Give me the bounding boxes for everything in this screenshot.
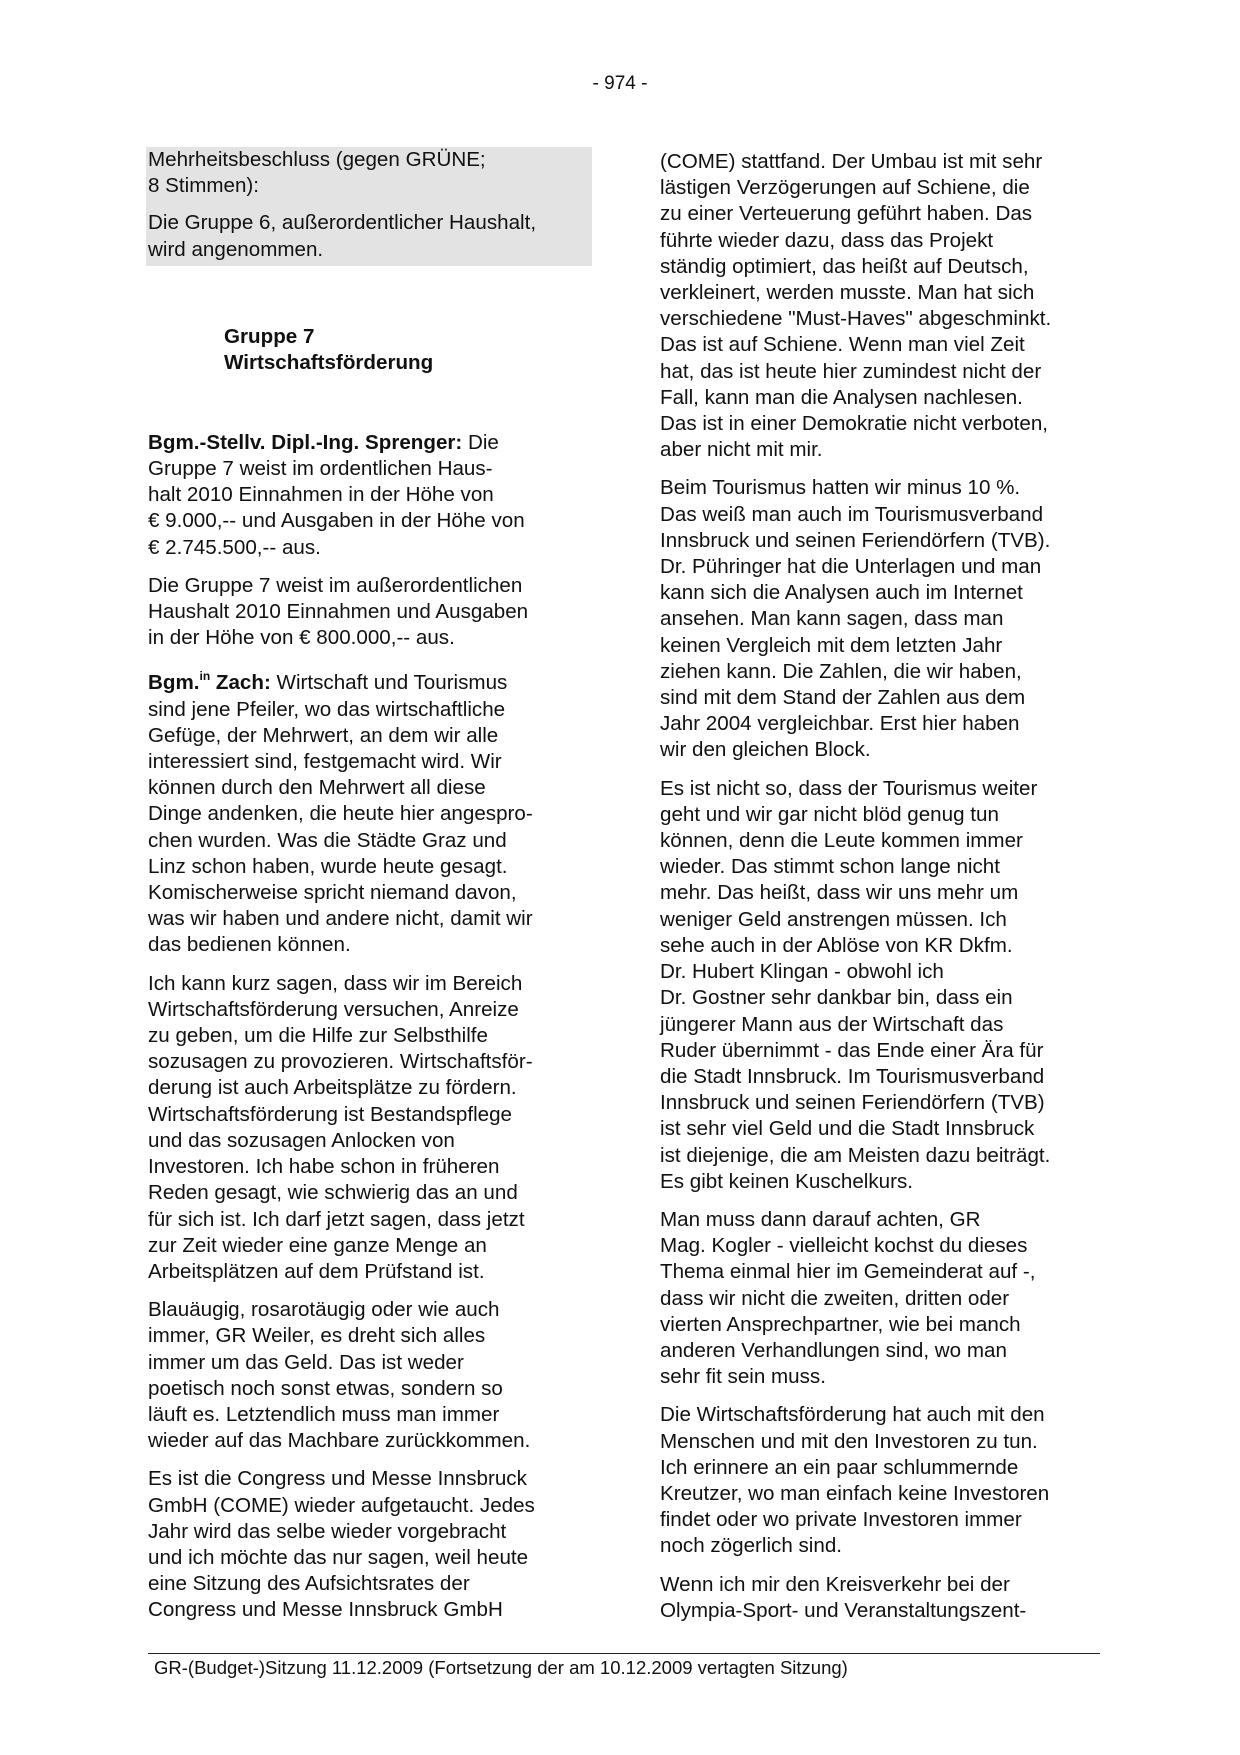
text-fragment: Wirtschaft und Tourismus: [270, 671, 508, 695]
paragraph: [148, 1466, 588, 1623]
text-line: aber nicht mit mir.: [660, 438, 823, 462]
text-line: € 9.000,-- und Ausgaben in der Höhe von: [148, 509, 525, 533]
text-line: das bedienen können.: [148, 933, 351, 957]
page-footer: GR-(Budget-)Sitzung 11.12.2009 (Fortsetzung der am 10.12.2009 vertagten Sitzung): [154, 1657, 848, 1678]
text-line: wird angenommen.: [148, 237, 324, 261]
text-line: dass wir nicht die zweiten, dritten oder: [660, 1286, 1010, 1310]
text-line: Thema einmal hier im Gemeinderat auf -,: [660, 1260, 1036, 1284]
text-line: immer um das Geld. Das ist weder: [148, 1350, 464, 1374]
text-line: Arbeitsplätzen auf dem Prüfstand ist.: [148, 1259, 485, 1283]
text-line: Innsbruck und seinen Feriendörfern (TVB).: [660, 528, 1051, 552]
text-line: Dr. Gostner sehr dankbar bin, dass ein: [660, 986, 1013, 1010]
text-line: 8 Stimmen):: [148, 174, 260, 198]
text-line: Congress und Messe Innsbruck GmbH: [148, 1598, 503, 1622]
text-line: Jahr 2004 vergleichbar. Erst hier haben: [660, 712, 1020, 736]
text-line: können durch den Mehrwert all diese: [148, 776, 486, 800]
text-line: poetisch noch sonst etwas, sondern so: [148, 1376, 503, 1400]
text-line: Es ist nicht so, dass der Tourismus weiter: [660, 776, 1038, 800]
text-line: Es gibt keinen Kuschelkurs.: [660, 1169, 913, 1193]
text-line: für sich ist. Ich darf jetzt sagen, dass jetzt: [148, 1207, 525, 1231]
text-line: Jahr wird das selbe wieder vorgebracht: [148, 1519, 507, 1543]
text-line: wieder. Das stimmt schon lange nicht: [660, 855, 1000, 879]
paragraph: [660, 776, 1100, 1195]
text-line: kann sich die Analysen auch im Internet: [660, 581, 1023, 605]
resolution-paragraph-1: [148, 147, 590, 199]
text-line: zu einer Verteuerung geführt haben. Das: [660, 202, 1033, 226]
text-line: Kreutzer, wo man einfach keine Investoren: [660, 1481, 1050, 1505]
paragraph: [148, 1297, 588, 1454]
text-line: Dr. Hubert Klingan - obwohl ich: [660, 960, 944, 984]
text-line: sind mit dem Stand der Zahlen aus dem: [660, 686, 1026, 710]
text-line: (COME) stattfand. Der Umbau ist mit sehr: [660, 150, 1043, 173]
text-line: derung ist auch Arbeitsplätze zu fördern.: [148, 1076, 517, 1100]
paragraph: [660, 1572, 1100, 1624]
text-line: anderen Verhandlungen sind, wo man: [660, 1338, 1007, 1362]
text-line: Olympia-Sport- und Veranstaltungszent-: [660, 1598, 1027, 1622]
page-number: - 974 -: [592, 73, 648, 94]
text-line: hat, das ist heute hier zumindest nicht der: [660, 359, 1042, 383]
paragraph: [660, 149, 1100, 463]
text-line: Wirtschaftsförderung ist Bestandspflege: [148, 1102, 513, 1126]
text-line: Das ist in einer Demokratie nicht verboten,: [660, 412, 1049, 436]
footer-divider: [148, 1653, 1100, 1654]
text-line: Die Wirtschaftsförderung hat auch mit den: [660, 1403, 1045, 1427]
text-line: findet oder wo private Investoren immer: [660, 1508, 1022, 1532]
text-line: sehe auch in der Ablöse von KR Dkfm.: [660, 933, 1013, 957]
text-line: können, denn die Leute kommen immer: [660, 829, 1023, 853]
text-line: Mehrheitsbeschluss (gegen GRÜNE;: [148, 148, 486, 171]
text-line: Ich kann kurz sagen, dass wir im Bereich: [148, 971, 523, 995]
text-line: Ruder übernimmt - das Ende einer Ära für: [660, 1038, 1044, 1062]
text-line: Linz schon haben, wurde heute gesagt.: [148, 854, 508, 878]
paragraph: [148, 971, 588, 1285]
text-line: immer, GR Weiler, es dreht sich alles: [148, 1324, 486, 1348]
text-line: verschiedene "Must-Haves" abgeschminkt.: [660, 307, 1052, 331]
text-line: € 2.745.500,-- aus.: [148, 535, 321, 559]
text-line: GmbH (COME) wieder aufgetaucht. Jedes: [148, 1493, 535, 1517]
paragraph: [660, 475, 1100, 763]
text-line: Investoren. Ich habe schon in früheren: [148, 1155, 500, 1179]
text-line: Die Gruppe 7 weist im außerordentlichen: [148, 573, 523, 597]
left-column: [148, 147, 588, 1636]
resolution-paragraph-2: [148, 210, 590, 262]
text-line: in der Höhe von € 800.000,-- aus.: [148, 626, 455, 650]
text-line: Mag. Kogler - vielleicht kochst du dieses: [660, 1234, 1028, 1258]
text-line: Reden gesagt, wie schwierig das an und: [148, 1181, 518, 1205]
text-line: zu geben, um die Hilfe zur Selbsthilfe: [148, 1024, 488, 1048]
text-line: verkleinert, werden musste. Man hat sich: [660, 281, 1035, 305]
paragraph: [660, 1402, 1100, 1559]
text-line: ansehen. Man kann sagen, dass man: [660, 607, 1004, 631]
text-line: und das sozusagen Anlocken von: [148, 1128, 455, 1152]
text-fragment: Die: [462, 430, 499, 454]
paragraph: [148, 430, 588, 561]
text-line: Wenn ich mir den Kreisverkehr bei der: [660, 1572, 1010, 1596]
text-line: Dinge andenken, die heute hier angespro-: [148, 802, 533, 826]
text-line: läuft es. Letztendlich muss man immer: [148, 1402, 500, 1426]
text-line: zur Zeit wieder eine ganze Menge an: [148, 1233, 487, 1257]
text-line: sehr fit sein muss.: [660, 1365, 826, 1389]
text-line: halt 2010 Einnahmen in der Höhe von: [148, 483, 494, 507]
text-line: Innsbruck und seinen Feriendörfern (TVB): [660, 1091, 1045, 1115]
text-line: wieder auf das Machbare zurückkommen.: [148, 1429, 531, 1453]
text-line: Gruppe 7 weist im ordentlichen Haus-: [148, 457, 493, 481]
text-line: ist diejenige, die am Meisten dazu beiträgt.: [660, 1143, 1051, 1167]
text-line: lästigen Verzögerungen auf Schiene, die: [660, 176, 1030, 200]
text-line: Gefüge, der Mehrwert, an dem wir alle: [148, 723, 499, 747]
text-line: Dr. Pühringer hat die Unterlagen und man: [660, 555, 1042, 579]
text-line: Die Gruppe 6, außerordentlicher Haushalt,: [148, 211, 537, 235]
text-line: Haushalt 2010 Einnahmen und Ausgaben: [148, 600, 529, 624]
text-line: Wirtschaftsförderung versuchen, Anreize: [148, 997, 519, 1021]
text-line: geht und wir gar nicht blöd genug tun: [660, 802, 999, 826]
heading-group: Gruppe 7: [224, 324, 315, 348]
text-line: wir den gleichen Block.: [660, 738, 871, 762]
text-line: Es ist die Congress und Messe Innsbruck: [148, 1467, 527, 1491]
text-line: ziehen kann. Die Zahlen, die wir haben,: [660, 659, 1022, 683]
speaker-name: Bgm.$^{in}$ Zach:: [148, 669, 271, 695]
text-line: Komischerweise spricht niemand davon,: [148, 881, 517, 905]
text-line: ist sehr viel Geld und die Stadt Innsbruck: [660, 1117, 1035, 1141]
text-line: Menschen und mit den Investoren zu tun.: [660, 1429, 1038, 1453]
resolution-box: [146, 147, 592, 266]
paragraph: [148, 573, 588, 652]
right-column: [660, 149, 1100, 1636]
text-line: die Stadt Innsbruck. Im Tourismusverband: [660, 1064, 1045, 1088]
text-line: und ich möchte das nur sagen, weil heute: [148, 1545, 529, 1569]
text-line: chen wurden. Was die Städte Graz und: [148, 828, 507, 852]
text-line: Ich erinnere an ein paar schlummernde: [660, 1455, 1019, 1479]
text-line: ständig optimiert, das heißt auf Deutsch,: [660, 254, 1029, 278]
text-line: vierten Ansprechpartner, wie bei manch: [660, 1312, 1021, 1336]
text-line: führte wieder dazu, dass das Projekt: [660, 228, 994, 252]
paragraph: [660, 1207, 1100, 1390]
text-line: Man muss dann darauf achten, GR: [660, 1207, 981, 1231]
text-line: sozusagen zu provozieren. Wirtschaftsför-: [148, 1050, 533, 1074]
heading-title: Wirtschaftsförderung: [224, 350, 434, 374]
text-line: jüngerer Mann aus der Wirtschaft das: [660, 1012, 1004, 1036]
text-line: Beim Tourismus hatten wir minus 10 %.: [660, 476, 1021, 500]
text-line: was wir haben und andere nicht, damit wir: [148, 907, 533, 931]
text-line: sind jene Pfeiler, wo das wirtschaftliche: [148, 697, 506, 721]
text-line: Blauäugig, rosarotäugig oder wie auch: [148, 1298, 500, 1322]
text-line: weniger Geld anstrengen müssen. Ich: [660, 907, 1007, 931]
paragraph: [148, 663, 588, 958]
section-heading: [224, 324, 588, 376]
text-line: Das ist auf Schiene. Wenn man viel Zeit: [660, 333, 1025, 357]
text-line: Fall, kann man die Analysen nachlesen.: [660, 385, 1023, 409]
text-line: keinen Vergleich mit dem letzten Jahr: [660, 633, 1003, 657]
text-line: interessiert sind, festgemacht wird. Wir: [148, 750, 502, 774]
text-line: noch zögerlich sind.: [660, 1534, 843, 1558]
speaker-name: Bgm.-Stellv. Dipl.-Ing. Sprenger:: [148, 430, 463, 454]
text-line: mehr. Das heißt, dass wir uns mehr um: [660, 881, 1019, 905]
text-line: Das weiß man auch im Tourismusverband: [660, 502, 1044, 526]
text-line: eine Sitzung des Aufsichtsrates der: [148, 1572, 470, 1596]
